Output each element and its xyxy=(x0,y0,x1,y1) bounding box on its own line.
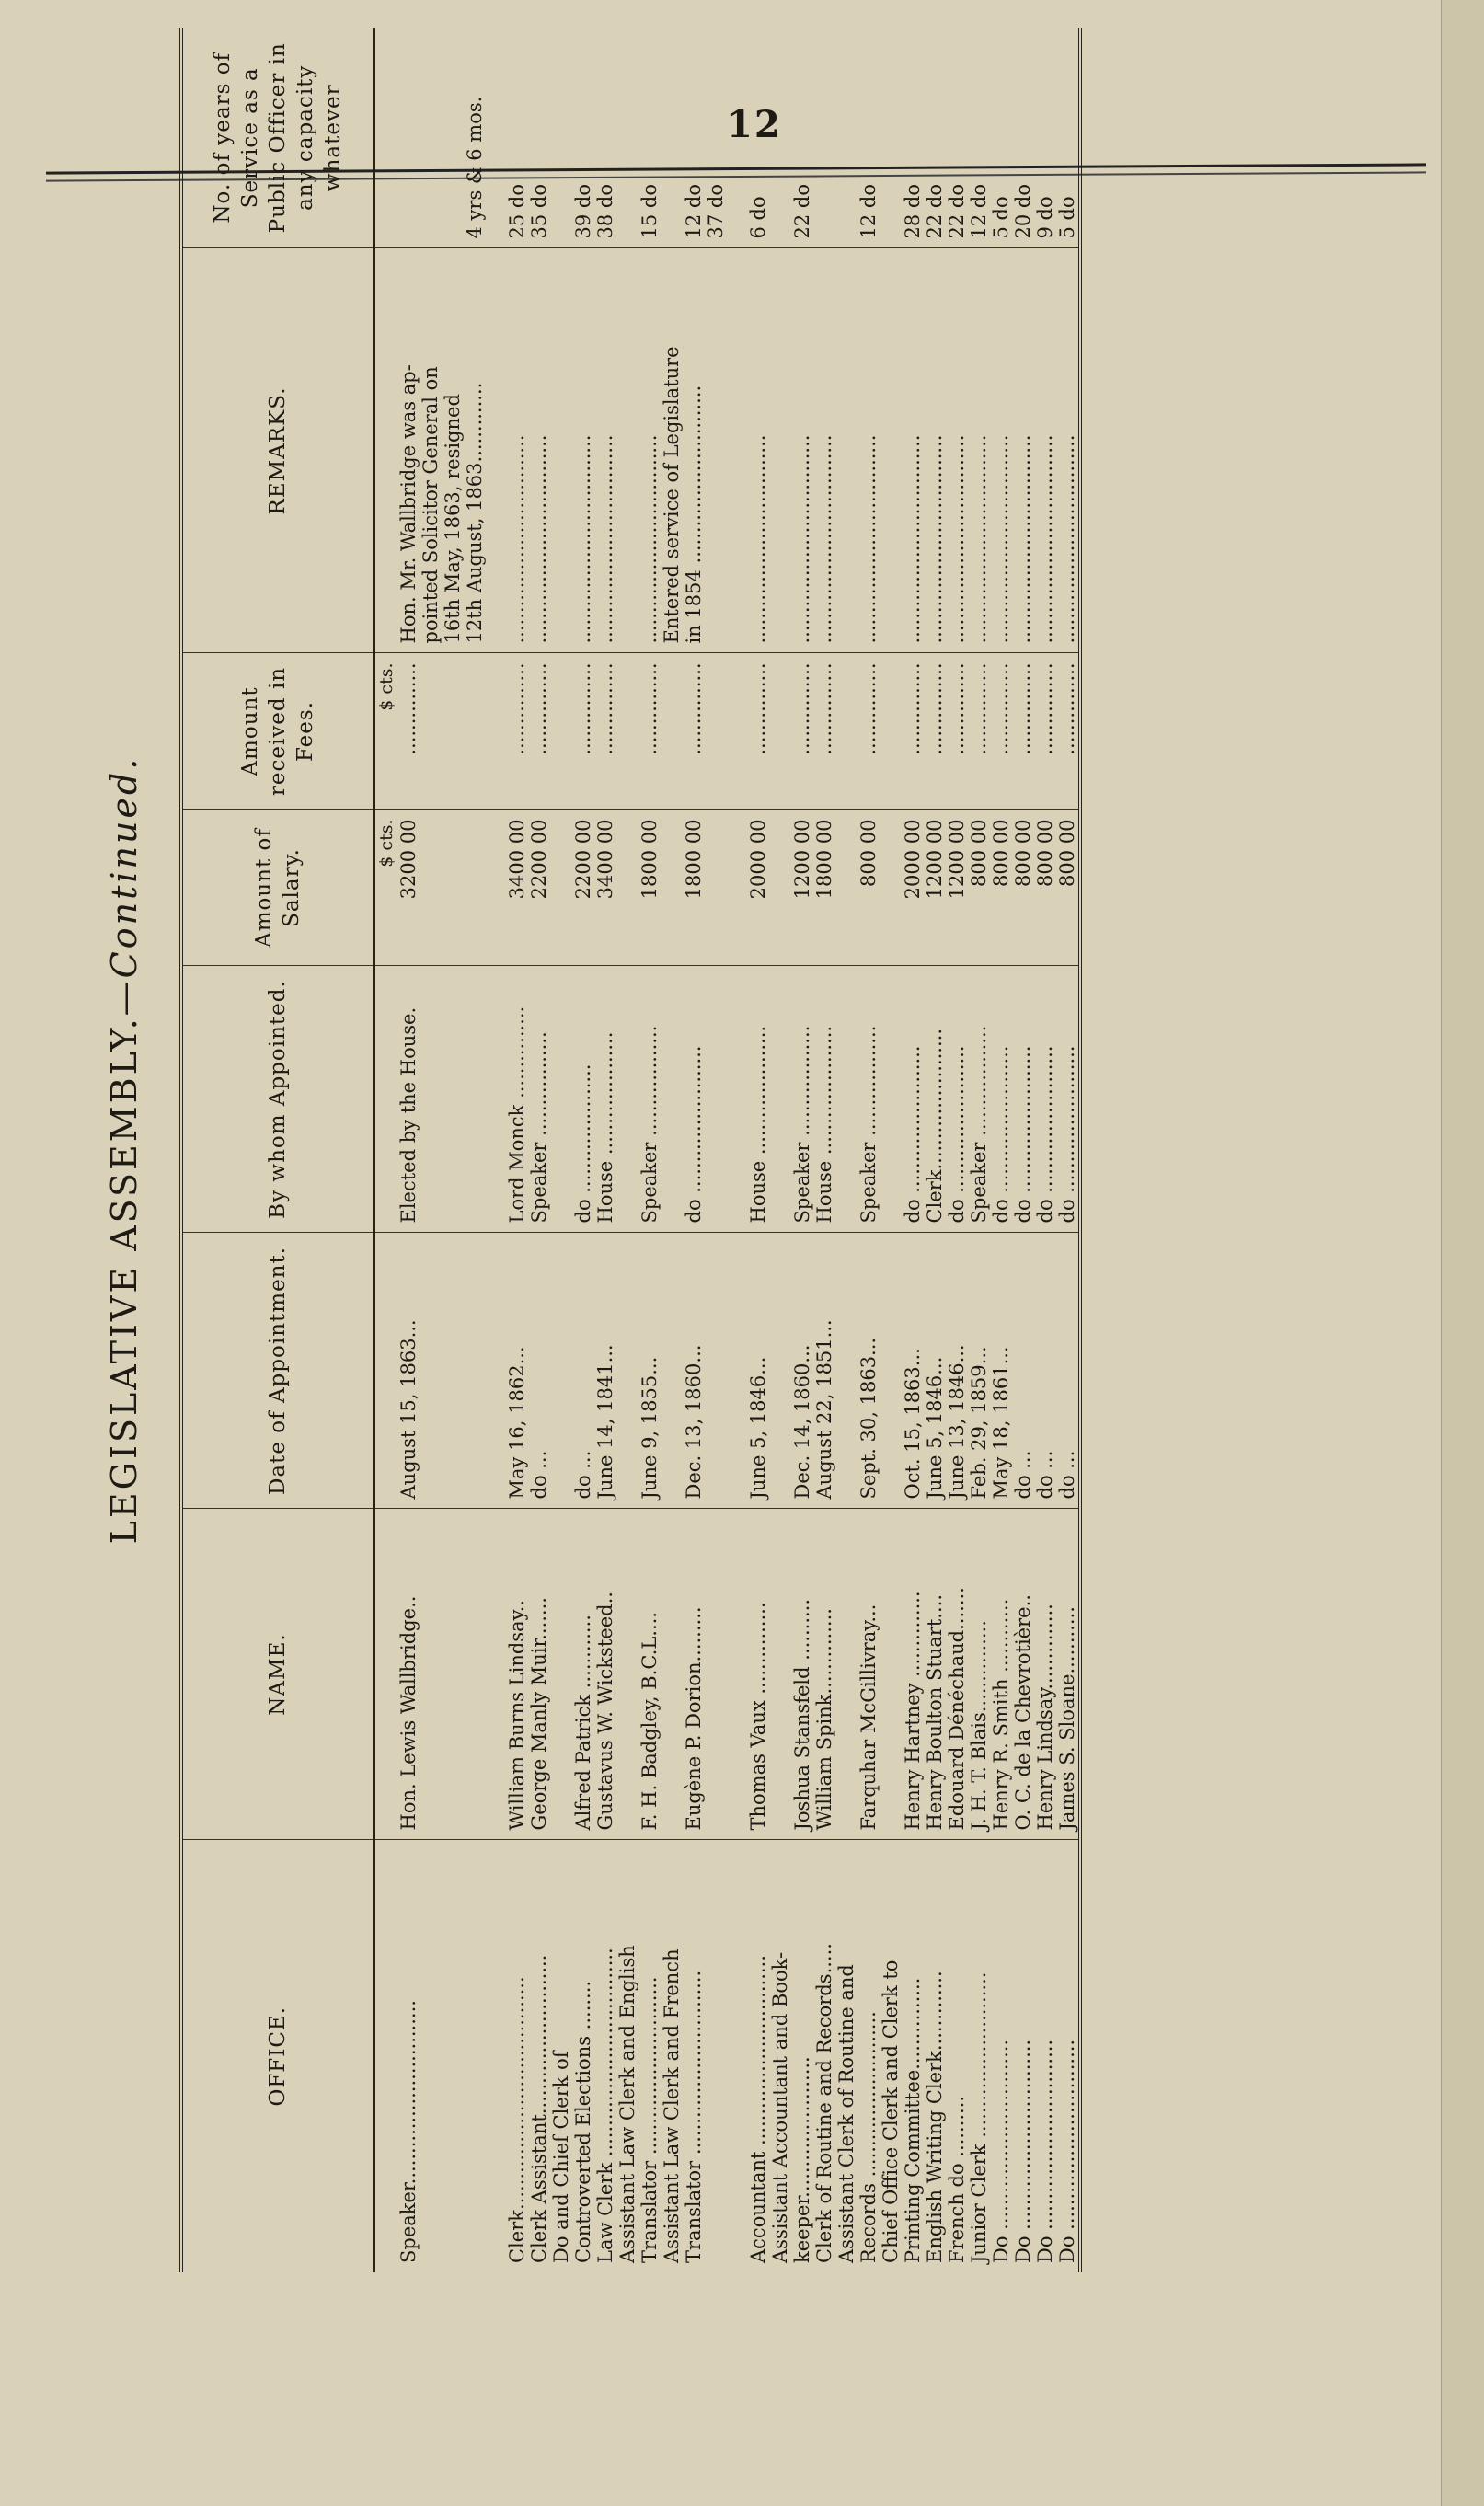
cell-remarks: .................................. xyxy=(747,248,769,653)
cell-salary: 3400 00 xyxy=(594,810,616,966)
table-row xyxy=(572,28,594,2272)
cell-years xyxy=(880,28,902,248)
cell-fees: ............... xyxy=(924,653,946,810)
cell-years: 6 do xyxy=(747,28,769,248)
cell-name: F. H. Badgley, B.C.L.... xyxy=(638,1509,661,1840)
cell-date: do ... xyxy=(572,1233,594,1509)
cell-salary: 2000 00 xyxy=(747,810,769,966)
cell-salary: 1200 00 xyxy=(946,810,968,966)
cell-by-whom xyxy=(705,966,727,1233)
cell-office: Records ........................... xyxy=(857,2011,880,2263)
cell-years xyxy=(550,28,572,248)
cell-fees xyxy=(550,653,572,810)
cell-fees: ............... xyxy=(594,653,616,810)
cell-name xyxy=(880,1509,902,1840)
table-row xyxy=(528,28,550,2272)
cell-date xyxy=(616,1233,638,1509)
header-date: Date of Appointment. xyxy=(181,1233,374,1509)
cell-remarks: .................................. xyxy=(1034,248,1056,653)
header-remarks: REMARKS. xyxy=(181,248,374,653)
cell-name xyxy=(835,1509,857,1840)
cell-salary xyxy=(616,810,638,966)
cell-by-whom xyxy=(880,966,902,1233)
cell-fees xyxy=(705,653,727,810)
cell-years: 37 do xyxy=(705,28,727,248)
cell-salary: 1800 00 xyxy=(638,810,661,966)
cell-date: August 22, 1851... xyxy=(813,1233,835,1509)
cell-date xyxy=(769,1233,791,1509)
cell-by-whom: House ..................... xyxy=(813,966,835,1233)
salary-units: $ cts. xyxy=(374,810,398,966)
cell-name: O. C. de la Chevrotière.. xyxy=(1012,1509,1034,1840)
cell-by-whom: House .................... xyxy=(594,966,616,1233)
table-row xyxy=(705,28,727,2272)
cell-salary: 2000 00 xyxy=(902,810,924,966)
cell-years: 12 do xyxy=(683,28,705,248)
cell-date: Feb. 29, 1859... xyxy=(968,1233,990,1509)
cell-name: Hon. Lewis Wallbridge.. xyxy=(397,1509,420,1840)
cell-name xyxy=(464,1509,486,1840)
cell-office: Assistant Law Clerk and English xyxy=(616,1945,638,2263)
cell-years: 12 do xyxy=(968,28,990,248)
cell-by-whom xyxy=(661,966,683,1233)
cell-remarks: .................................. xyxy=(506,248,528,653)
cell-date: do ... xyxy=(528,1233,550,1509)
cell-remarks: pointed Solicitor General on xyxy=(420,248,442,653)
cell-years xyxy=(835,28,857,248)
table-row xyxy=(835,28,857,2272)
cell-by-whom: do ........................ xyxy=(902,966,924,1233)
table-row xyxy=(638,28,661,2272)
row-spacer xyxy=(727,28,747,2272)
cell-remarks: .................................. xyxy=(813,248,835,653)
header-salary: Amount of Salary. xyxy=(181,810,374,966)
table-row xyxy=(791,28,813,2272)
cell-date: May 18, 1861... xyxy=(990,1233,1012,1509)
cell-remarks xyxy=(550,248,572,653)
table-row xyxy=(880,28,902,2272)
cell-office: Clerk...................................... xyxy=(506,1976,528,2263)
table-row xyxy=(616,28,638,2272)
table-row xyxy=(506,28,528,2272)
table-row xyxy=(1012,28,1034,2272)
cell-office: Law Clerk .................................. xyxy=(594,1948,616,2263)
cell-name: William Burns Lindsay.. xyxy=(506,1509,528,1840)
cell-fees xyxy=(769,653,791,810)
cell-fees: ............... xyxy=(946,653,968,810)
cell-by-whom: do ........................ xyxy=(1034,966,1056,1233)
cell-fees: ............... xyxy=(990,653,1012,810)
cell-years: 9 do xyxy=(1034,28,1056,248)
cell-salary: 1200 00 xyxy=(791,810,813,966)
cell-by-whom: do ........................ xyxy=(946,966,968,1233)
cell-fees xyxy=(442,653,464,810)
cell-years: 22 do xyxy=(924,28,946,248)
cell-remarks: 12th August, 1863............. xyxy=(464,248,486,653)
document-title xyxy=(87,28,161,2272)
cell-by-whom xyxy=(616,966,638,1233)
cell-date xyxy=(661,1233,683,1509)
cell-salary xyxy=(420,810,442,966)
cell-years: 39 do xyxy=(572,28,594,248)
cell-by-whom: Speaker ................. xyxy=(528,966,550,1233)
cell-date: June 5, 1846... xyxy=(747,1233,769,1509)
cell-fees: ............... xyxy=(813,653,835,810)
cell-name: Henry Boulton Stuart.... xyxy=(924,1509,946,1840)
cell-fees: ............... xyxy=(397,653,420,810)
cell-office: Assistant Clerk of Routine and xyxy=(835,1964,857,2263)
cell-date: June 9, 1855... xyxy=(638,1233,661,1509)
cell-name: Henry Hartney .............. xyxy=(902,1509,924,1840)
cell-name xyxy=(420,1509,442,1840)
cell-fees: ............... xyxy=(1034,653,1056,810)
cell-date xyxy=(442,1233,464,1509)
cell-by-whom: do ........................ xyxy=(683,966,705,1233)
table-row xyxy=(813,28,835,2272)
cell-date: May 16, 1862... xyxy=(506,1233,528,1509)
cell-office: Accountant ............................... xyxy=(747,1955,769,2263)
cell-fees: ............... xyxy=(638,653,661,810)
cell-by-whom xyxy=(550,966,572,1233)
cell-date: do ... xyxy=(1056,1233,1080,1509)
cell-fees: ............... xyxy=(1012,653,1034,810)
cell-name xyxy=(769,1509,791,1840)
cell-salary: 800 00 xyxy=(1034,810,1056,966)
cell-office: Translator ............................. xyxy=(638,1976,661,2263)
cell-by-whom xyxy=(835,966,857,1233)
cell-fees: ............... xyxy=(572,653,594,810)
cell-name: Edouard Dénéchaud....... xyxy=(946,1509,968,1840)
cell-by-whom: do ........................ xyxy=(990,966,1012,1233)
cell-salary: 800 00 xyxy=(968,810,990,966)
cell-salary xyxy=(442,810,464,966)
table-row xyxy=(924,28,946,2272)
cell-remarks: 16th May, 1863, resigned xyxy=(442,248,464,653)
cell-by-whom: Speaker .................. xyxy=(791,966,813,1233)
units-row xyxy=(374,28,398,2272)
cell-fees: ............... xyxy=(791,653,813,810)
header-name: NAME. xyxy=(181,1509,374,1840)
cell-office: Controverted Elections ........ xyxy=(572,1980,594,2263)
cell-years: 22 do xyxy=(791,28,813,248)
cell-by-whom: Speaker .................. xyxy=(857,966,880,1233)
cell-name: William Spink.............. xyxy=(813,1509,835,1840)
cell-remarks xyxy=(769,248,791,653)
cell-salary: 2200 00 xyxy=(572,810,594,966)
cell-fees: ............... xyxy=(968,653,990,810)
cell-fees: ............... xyxy=(683,653,705,810)
cell-by-whom: Elected by the House. xyxy=(397,966,420,1233)
cell-office xyxy=(420,1840,442,2272)
cell-name: Farquhar McGillivray... xyxy=(857,1509,880,1840)
cell-date: Sept. 30, 1863... xyxy=(857,1233,880,1509)
header-fees: Amount received in Fees. xyxy=(181,653,374,810)
cell-by-whom: Speaker .................. xyxy=(968,966,990,1233)
cell-date xyxy=(420,1233,442,1509)
cell-by-whom: Lord Monck ............... xyxy=(506,966,528,1233)
cell-years: 5 do xyxy=(990,28,1012,248)
cell-remarks xyxy=(705,248,727,653)
cell-years: 35 do xyxy=(528,28,550,248)
cell-name: Alfred Patrick ............ xyxy=(572,1509,594,1840)
cell-years: 25 do xyxy=(506,28,528,248)
cell-date: August 15, 1863... xyxy=(397,1233,420,1509)
cell-name xyxy=(616,1509,638,1840)
cell-office: Do ............................... xyxy=(1034,2039,1056,2263)
cell-date: do ... xyxy=(1034,1233,1056,1509)
cell-by-whom xyxy=(769,966,791,1233)
cell-office: Assistant Law Clerk and French xyxy=(661,1948,683,2263)
cell-office xyxy=(705,1840,727,2272)
row-spacer xyxy=(486,28,506,2272)
cell-date: June 5, 1846... xyxy=(924,1233,946,1509)
cell-salary xyxy=(705,810,727,966)
table-row xyxy=(747,28,769,2272)
cell-years xyxy=(397,28,420,248)
cell-salary xyxy=(880,810,902,966)
table-row xyxy=(990,28,1012,2272)
table-row xyxy=(397,28,420,2272)
officers-table xyxy=(179,28,1082,2272)
cell-years xyxy=(813,28,835,248)
cell-by-whom: do ..................... xyxy=(572,966,594,1233)
cell-years xyxy=(661,28,683,248)
cell-fees: ............... xyxy=(528,653,550,810)
cell-remarks: .................................. xyxy=(528,248,550,653)
cell-fees: ............... xyxy=(747,653,769,810)
table-row xyxy=(902,28,924,2272)
cell-years: 20 do xyxy=(1012,28,1034,248)
header-by-whom: By whom Appointed. xyxy=(181,966,374,1233)
cell-remarks xyxy=(616,248,638,653)
cell-office xyxy=(442,1840,464,2272)
cell-fees: ............... xyxy=(506,653,528,810)
fees-units: $ cts. xyxy=(374,653,398,810)
cell-by-whom: do ........................ xyxy=(1012,966,1034,1233)
table-header xyxy=(181,28,374,2272)
cell-remarks: .................................. xyxy=(791,248,813,653)
cell-name: Henry Lindsay.............. xyxy=(1034,1509,1056,1840)
cell-salary xyxy=(769,810,791,966)
cell-name xyxy=(442,1509,464,1840)
cell-office: French do .......... xyxy=(946,2095,968,2263)
cell-years xyxy=(616,28,638,248)
cell-office: Do ............................... xyxy=(1056,2039,1078,2263)
cell-salary: 1800 00 xyxy=(813,810,835,966)
cell-remarks: .................................. xyxy=(857,248,880,653)
cell-remarks: .................................. xyxy=(638,248,661,653)
document-title-text: LEGISLATIVE ASSEMBLY. xyxy=(104,1016,144,1545)
cell-name: Gustavus W. Wicksteed.. xyxy=(594,1509,616,1840)
cell-office: Clerk of Routine and Records..... xyxy=(813,1943,835,2263)
cell-remarks: .................................. xyxy=(924,248,946,653)
cell-remarks: .................................. xyxy=(1056,248,1080,653)
table-row xyxy=(857,28,880,2272)
cell-name: Thomas Vaux ............... xyxy=(747,1509,769,1840)
cell-years: 22 do xyxy=(946,28,968,248)
cell-by-whom xyxy=(442,966,464,1233)
cell-name: J. H. T. Blais............... xyxy=(968,1509,990,1840)
cell-years xyxy=(442,28,464,248)
cell-fees xyxy=(661,653,683,810)
cell-salary: 1800 00 xyxy=(683,810,705,966)
table-row xyxy=(420,28,442,2272)
cell-remarks: in 1854 ............................. xyxy=(683,248,705,653)
cell-years: 38 do xyxy=(594,28,616,248)
cell-years xyxy=(769,28,791,248)
document-title-suffix: —Continued. xyxy=(104,755,144,1017)
cell-fees xyxy=(464,653,486,810)
cell-years: 15 do xyxy=(638,28,661,248)
cell-office: Chief Office Clerk and Clerk to xyxy=(880,1960,902,2263)
cell-office: Printing Committee............... xyxy=(902,1977,924,2263)
cell-office: Do ............................... xyxy=(1012,2039,1034,2263)
cell-office: Translator .............................. xyxy=(683,1970,705,2263)
cell-date: June 13, 1846... xyxy=(946,1233,968,1509)
cell-remarks: .................................. xyxy=(572,248,594,653)
cell-office: Speaker.............................. xyxy=(397,2000,420,2263)
cell-salary: 800 00 xyxy=(1056,810,1080,966)
cell-fees xyxy=(835,653,857,810)
cell-remarks: .................................. xyxy=(968,248,990,653)
cell-salary: 2200 00 xyxy=(528,810,550,966)
cell-salary xyxy=(550,810,572,966)
cell-remarks xyxy=(835,248,857,653)
table-row xyxy=(464,28,486,2272)
cell-date: Oct. 15, 1863... xyxy=(902,1233,924,1509)
cell-name xyxy=(661,1509,683,1840)
cell-salary: 3400 00 xyxy=(506,810,528,966)
cell-fees xyxy=(420,653,442,810)
cell-name: George Manly Muir....... xyxy=(528,1509,550,1840)
cell-remarks: Entered service of Legislature xyxy=(661,248,683,653)
table-row xyxy=(769,28,791,2272)
cell-salary: 800 00 xyxy=(857,810,880,966)
table-body xyxy=(374,28,1081,2272)
cell-remarks: Hon. Mr. Wallbridge was ap- xyxy=(397,248,420,653)
cell-date: June 14, 1841... xyxy=(594,1233,616,1509)
table-row xyxy=(1056,28,1080,2272)
cell-office: Assistant Accountant and Book- xyxy=(769,1951,791,2263)
table-row xyxy=(550,28,572,2272)
cell-by-whom: House ..................... xyxy=(747,966,769,1233)
cell-date: Dec. 13, 1860... xyxy=(683,1233,705,1509)
table-row xyxy=(661,28,683,2272)
cell-name xyxy=(550,1509,572,1840)
cell-remarks: .................................. xyxy=(594,248,616,653)
rotated-page-content xyxy=(87,28,1357,2272)
cell-fees: ............... xyxy=(902,653,924,810)
cell-salary xyxy=(835,810,857,966)
cell-remarks: .................................. xyxy=(946,248,968,653)
cell-salary xyxy=(464,810,486,966)
table-row xyxy=(1034,28,1056,2272)
table-row xyxy=(594,28,616,2272)
cell-salary: 800 00 xyxy=(990,810,1012,966)
cell-date xyxy=(835,1233,857,1509)
cell-date xyxy=(464,1233,486,1509)
cell-fees xyxy=(880,653,902,810)
cell-office xyxy=(464,1840,486,2272)
cell-name: James S. Sloane........... xyxy=(1056,1509,1080,1840)
cell-date xyxy=(705,1233,727,1509)
cell-by-whom: Speaker .................. xyxy=(638,966,661,1233)
cell-by-whom: Clerk....................... xyxy=(924,966,946,1233)
cell-years xyxy=(420,28,442,248)
cell-years: 5 do xyxy=(1056,28,1080,248)
cell-years: 4 yrs & 6 mos. xyxy=(464,28,486,248)
cell-fees: ............... xyxy=(1056,653,1080,810)
cell-salary: 800 00 xyxy=(1012,810,1034,966)
table-row xyxy=(683,28,705,2272)
cell-office: Junior Clerk ........................... xyxy=(968,1971,990,2263)
cell-remarks: .................................. xyxy=(990,248,1012,653)
cell-date: Dec. 14, 1860... xyxy=(791,1233,813,1509)
cell-fees xyxy=(616,653,638,810)
cell-salary xyxy=(661,810,683,966)
cell-by-whom xyxy=(420,966,442,1233)
cell-office: Do and Chief Clerk of xyxy=(550,2051,572,2263)
cell-years: 28 do xyxy=(902,28,924,248)
cell-fees: ............... xyxy=(857,653,880,810)
cell-name xyxy=(705,1509,727,1840)
header-office: OFFICE. xyxy=(181,1840,374,2272)
cell-remarks xyxy=(880,248,902,653)
cell-name: Joshua Stansfeld .......... xyxy=(791,1509,813,1840)
adjacent-page-edge xyxy=(1441,0,1484,2506)
cell-remarks: .................................. xyxy=(1012,248,1034,653)
table-row xyxy=(968,28,990,2272)
cell-office: Clerk Assistant.......................... xyxy=(528,1954,550,2263)
cell-salary: 1200 00 xyxy=(924,810,946,966)
cell-date xyxy=(880,1233,902,1509)
cell-remarks: .................................. xyxy=(902,248,924,653)
cell-office: keeper....................... xyxy=(791,2056,813,2263)
cell-office: Do ............................... xyxy=(990,2039,1012,2263)
cell-date: do ... xyxy=(1012,1233,1034,1509)
header-years: No. of years of Service as a Public Officer in any capacity whatever xyxy=(181,28,374,248)
cell-name: Henry R. Smith ............ xyxy=(990,1509,1012,1840)
cell-name: Eugène P. Dorion......... xyxy=(683,1509,705,1840)
page-number: 12 xyxy=(727,103,782,146)
cell-years: 12 do xyxy=(857,28,880,248)
cell-by-whom xyxy=(464,966,486,1233)
cell-office: English Writing Clerk............. xyxy=(924,1971,946,2263)
table-row xyxy=(442,28,464,2272)
cell-salary: 3200 00 xyxy=(397,810,420,966)
cell-by-whom: do ........................ xyxy=(1056,966,1080,1233)
cell-date xyxy=(550,1233,572,1509)
table-row xyxy=(946,28,968,2272)
